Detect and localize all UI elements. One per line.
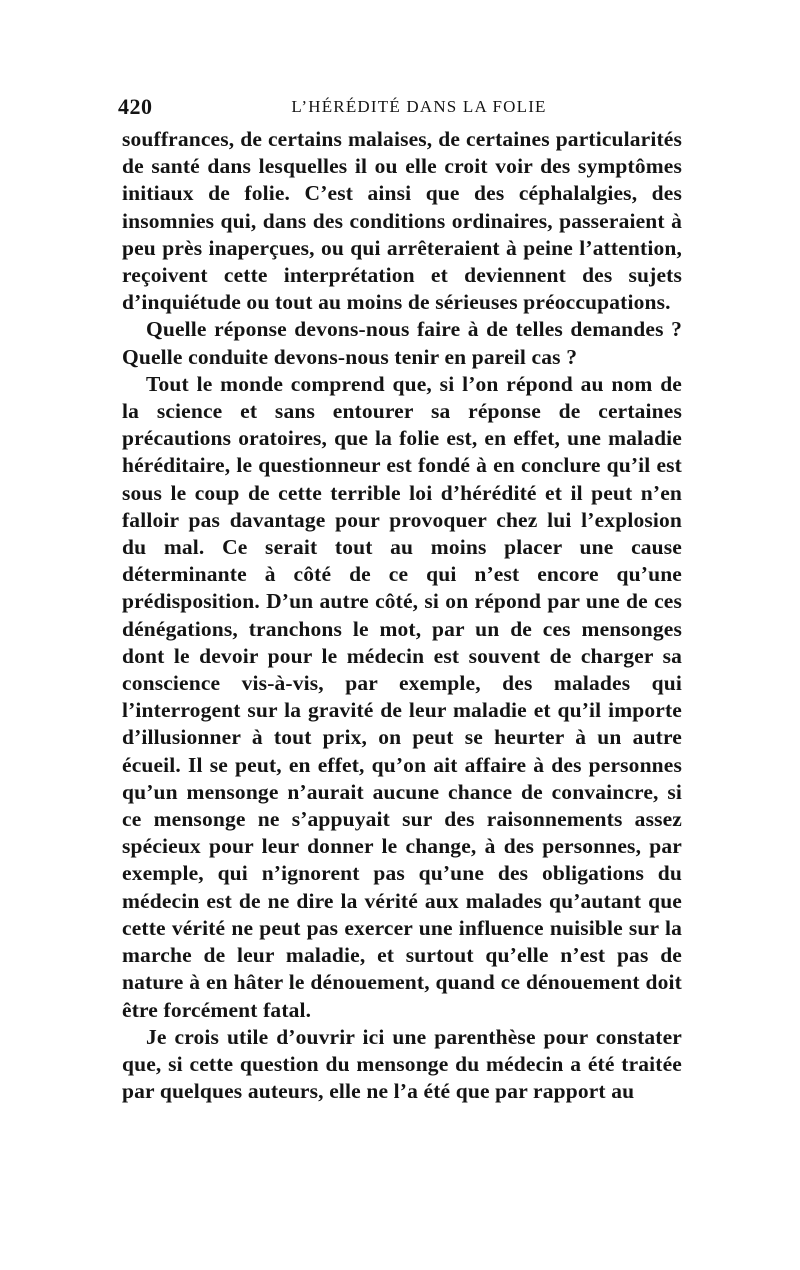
- running-head: [118, 92, 680, 122]
- body-text: [122, 126, 682, 1105]
- paragraph: Quelle réponse devons-nous faire à de telles demandes ? Quelle conduite devons-nous tenir en pareil cas ?: [122, 317, 682, 369]
- running-title: L’HÉRÉDITÉ DANS LA FOLIE: [291, 97, 547, 116]
- paragraph: Je crois utile d’ouvrir ici une parenthèse pour constater que, si cette question du mensonge du médecin a été traitée par quelques auteurs, elle ne l’a été que par rapport au: [122, 1024, 682, 1104]
- page-number: 420: [118, 94, 153, 119]
- paragraph-continuation: souffrances, de certains malaises, de certaines particularités de santé dans lesquelles il ou elle croit voir des symptômes initiaux de folie. C’est ainsi que des céphalalgies, des insomnies qui, dans des conditions ordinaires, passeraient à peu près inaperçues, ou qui arrêteraient à peine l’attention, reçoivent cette interprétation et deviennent des sujets d’inquiétude ou tout au moins de sérieuses préoccupations.: [122, 127, 682, 315]
- paragraph: Tout le monde comprend que, si l’on répond au nom de la science et sans entourer sa réponse de certaines précautions oratoires, que la folie est, en effet, une maladie héréditaire, le questionneur est fondé à en conclure qu’il est sous le coup de cette terrible loi d’hérédité et il peut n’en falloir pas davantage pour provoquer chez lui l’explosion du mal. Ce serait tout au moins placer une cause déterminante à côté de ce qui n’est encore qu’une prédisposition. D’un autre côté, si on répond par une de ces dénégations, tranchons le mot, par un de ces mensonges dont le devoir pour le médecin est souvent de charger sa conscience vis-à-vis, par exemple, des malades qui l’interrogent sur la gravité de leur maladie et qu’il importe d’illusionner à tout prix, on peut se heurter à un autre écueil. Il se peut, en effet, qu’on ait affaire à des personnes qu’un mensonge n’aurait aucune chance de convaincre, si ce mensonge ne s’appuyait sur des raisonnements assez spécieux pour leur donner le change, à des personnes, par exemple, qui n’ignorent pas qu’une des obligations du médecin est de ne dire la vérité aux malades qu’autant que cette vérité ne peut pas exercer une influence nuisible sur la marche de leur maladie, et surtout qu’elle n’est pas de nature à en hâter le dénouement, quand ce dénouement doit être forcément fatal.: [122, 371, 682, 1022]
